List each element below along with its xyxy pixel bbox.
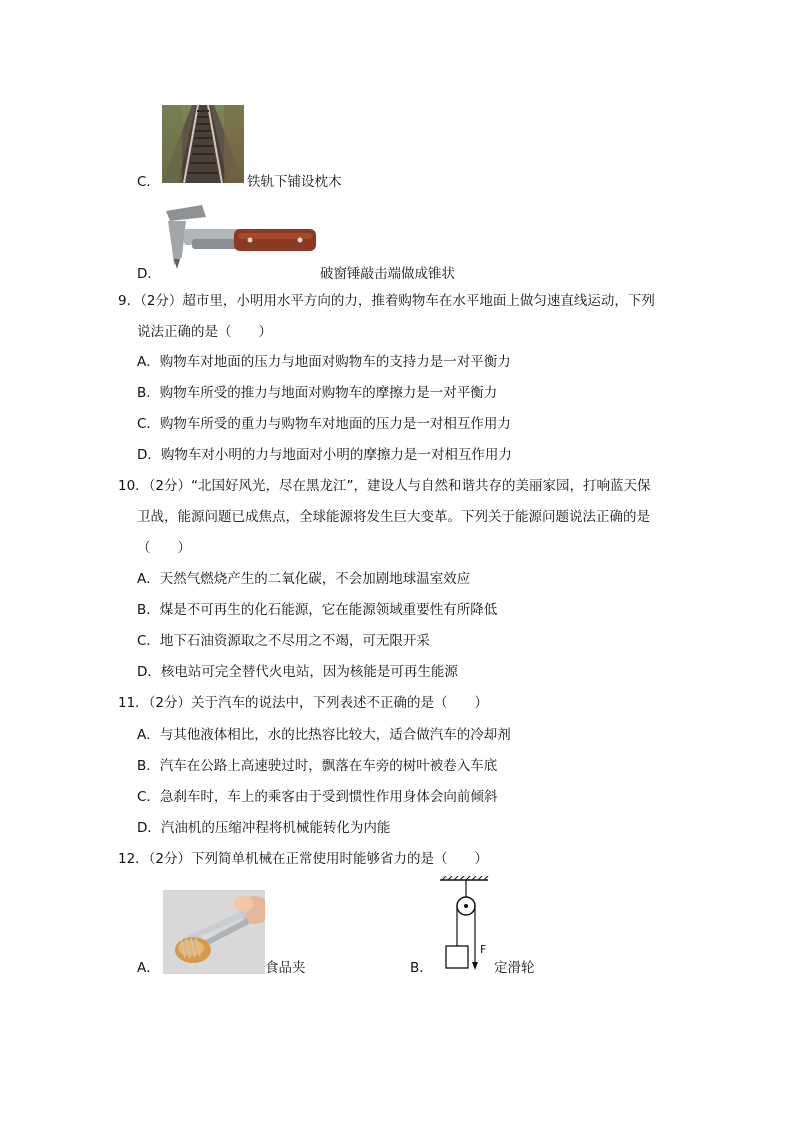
hammer-icon [162, 199, 318, 279]
option-d-caption: 破窗锤敲击端做成锥状 [320, 266, 455, 282]
pulley-icon [432, 876, 490, 976]
q11-option-a: A．与其他液体相比，水的比热容比较大，适合做汽车的冷却剂 [137, 727, 511, 743]
q10-stem-line1: 10．（2分）“北国好风光，尽在黑龙江”，建设人与自然和谐共存的美丽家园，打响蓝天保 [118, 478, 651, 494]
q12-option-b-caption: 定滑轮 [494, 960, 535, 976]
force-label-f: F [480, 943, 487, 956]
q11-stem: 11．（2分）关于汽车的说法中，下列表述不正确的是（ ） [118, 695, 489, 711]
railway-track-image [162, 105, 244, 183]
q11-option-d: D．汽油机的压缩冲程将机械能转化为内能 [137, 820, 391, 836]
q10-stem-line3: （ ） [137, 540, 191, 556]
q10-option-a: A．天然气燃烧产生的二氧化碳，不会加剧地球温室效应 [137, 571, 471, 587]
q10-option-c: C．地下石油资源取之不尽用之不竭，可无限开采 [137, 633, 430, 649]
food-tongs-image [163, 890, 265, 974]
q9-stem-line2: 说法正确的是（ ） [137, 324, 272, 340]
fixed-pulley-diagram [432, 876, 490, 976]
q12-option-a-caption: 食品夹 [265, 960, 306, 976]
q10-stem-line2: 卫战，能源问题已成焦点，全球能源将发生巨大变革。下列关于能源问题说法正确的是 [137, 509, 650, 525]
q12-option-b-letter: B． [410, 960, 433, 976]
q10-option-b: B．煤是不可再生的化石能源，它在能源领域重要性有所降低 [137, 602, 498, 618]
q12-option-a-letter: A． [137, 960, 160, 976]
option-c-caption: 铁轨下铺设枕木 [247, 174, 342, 190]
railway-track-icon [162, 105, 244, 183]
option-d-letter: D． [137, 266, 161, 282]
q9-stem-line1: 9．（2分）超市里，小明用水平方向的力，推着购物车在水平地面上做匀速直线运动，下列 [118, 293, 655, 309]
q10-option-d: D．核电站可完全替代火电站，因为核能是可再生能源 [137, 664, 458, 680]
q9-option-b: B．购物车所受的推力与地面对购物车的摩擦力是一对平衡力 [137, 385, 498, 401]
emergency-hammer-image [162, 199, 318, 279]
q11-option-c: C．急刹车时，车上的乘客由于受到惯性作用身体会向前倾斜 [137, 789, 498, 805]
option-c-letter: C． [137, 174, 160, 190]
q9-option-d: D．购物车对小明的力与地面对小明的摩擦力是一对相互作用力 [137, 447, 512, 463]
q12-stem: 12．（2分）下列简单机械在正常使用时能够省力的是（ ） [118, 851, 489, 867]
tongs-icon [163, 890, 265, 974]
q9-option-c: C．购物车所受的重力与购物车对地面的压力是一对相互作用力 [137, 416, 511, 432]
q11-option-b: B．汽车在公路上高速驶过时，飘落在车旁的树叶被卷入车底 [137, 758, 498, 774]
q9-option-a: A．购物车对地面的压力与地面对购物车的支持力是一对平衡力 [137, 354, 511, 370]
